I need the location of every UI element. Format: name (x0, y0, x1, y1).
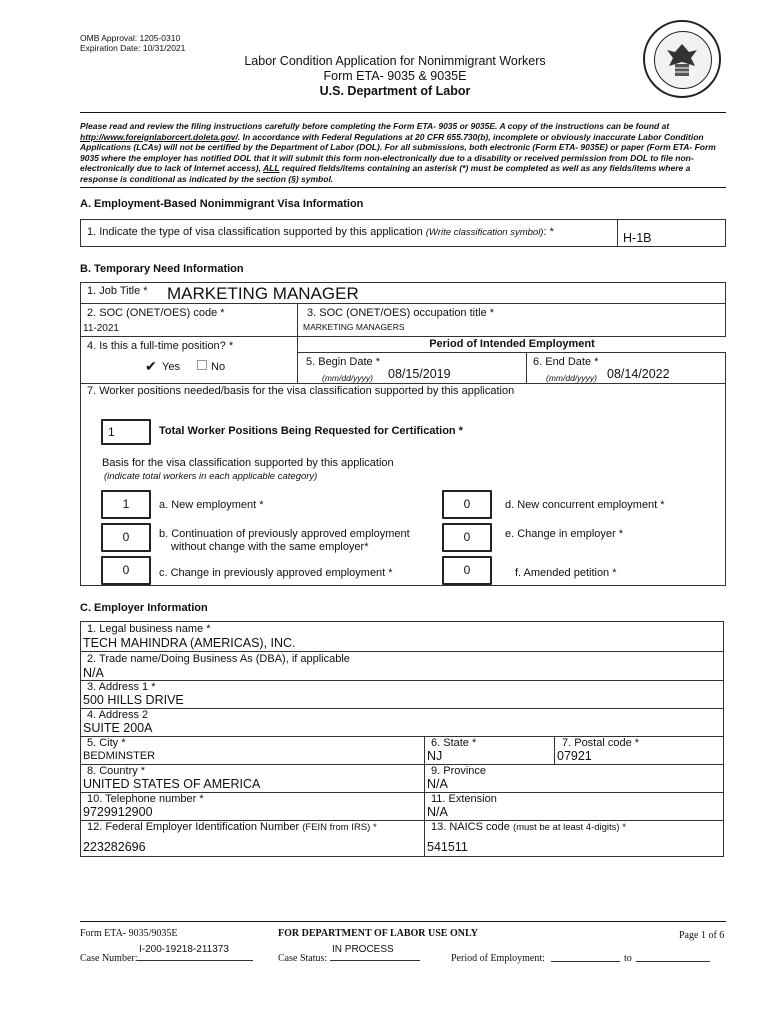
total-workers-field[interactable]: 1 (101, 419, 151, 445)
country-field[interactable]: UNITED STATES OF AMERICA (83, 777, 261, 791)
address1-field[interactable]: 500 HILLS DRIVE (83, 693, 184, 707)
full-time-label: 4. Is this a full-time position? * (87, 340, 234, 352)
job-title-label: 1. Job Title * (87, 285, 148, 297)
end-date-label: 6. End Date * (533, 356, 599, 368)
basis-label: Basis for the visa classification supported by this application (102, 457, 394, 469)
naics-label: 13. NAICS code (must be at least 4-digits) * (431, 821, 626, 833)
title-line-2: Form ETA- 9035 & 9035E (323, 69, 467, 83)
legal-name-label: 1. Legal business name * (87, 623, 211, 635)
state-label: 6. State * (431, 737, 477, 749)
case-status-field[interactable] (330, 944, 420, 961)
country-label: 8. Country * (87, 765, 146, 777)
section-a-title: A. Employment-Based Nonimmigrant Visa Information (80, 198, 364, 210)
postal-code-label: 7. Postal code * (562, 737, 640, 749)
visa-type-label: 1. Indicate the type of visa classification supported by this application (Write classification symbol): * (87, 226, 554, 238)
row-rule (80, 764, 724, 765)
legal-name-field[interactable]: TECH MAHINDRA (AMERICAS), INC. (83, 636, 296, 650)
case-status-label: Case Status: (278, 953, 328, 964)
col-divider (424, 736, 425, 857)
concurrent-employment-field[interactable]: 0 (442, 490, 492, 519)
case-number-field[interactable] (137, 944, 253, 961)
change-approved-label: c. Change in previously approved employment * (159, 567, 393, 579)
city-label: 5. City * (87, 737, 126, 749)
visa-divider (617, 219, 618, 247)
city-field[interactable]: BEDMINSTER (83, 750, 156, 762)
title-line-1: Labor Condition Application for Nonimmigrant Workers (244, 54, 546, 68)
soc-code-field[interactable]: 11-2021 (83, 323, 119, 334)
address1-label: 3. Address 1 * (87, 681, 156, 693)
postal-code-field[interactable]: 07921 (557, 749, 592, 763)
new-employment-label: a. New employment * (159, 499, 264, 511)
job-title-field[interactable]: MARKETING MANAGER (167, 284, 359, 303)
form-title (190, 54, 600, 99)
footer-rule (80, 921, 726, 922)
case-number-label: Case Number: (80, 953, 138, 964)
fein-label: 12. Federal Employer Identification Number (FEIN from IRS) * (87, 821, 377, 833)
instructions-link[interactable]: http://www.foreignlaborcert.doleta.gov/ (80, 131, 238, 142)
instructions: Please read and review the filing instructions carefully before completing the Form ETA- 9035 or 9035E. A copy of the instructions can be found at http://www.foreignlaborcert.doleta.gov/. In accordance with Federal Regulations at 20 CFR 655.730(b), incomplete or obviously inaccurate Labor Condition Applications (LCAs) will not be certified by the Department of Labor (DOL). For all submissions, both electronic (Form ETA- 9035E) or paper (Form ETA- Form 9035 where the employer has notified DOL that it will submit this form non-electronically due to a disability or received permission from DOL to file non-electronically due to lack of Internet access), ALL required fields/items containing an asterisk (*) must be completed as well as any fields/items where a response is conditional as indicated by the section (§) symbol. (80, 121, 716, 184)
telephone-field[interactable]: 9729912900 (83, 805, 153, 819)
change-employer-field[interactable]: 0 (442, 523, 492, 552)
address2-label: 4. Address 2 (87, 709, 149, 721)
visa-type-field[interactable]: H-1B (623, 231, 652, 245)
extension-field[interactable]: N/A (427, 805, 448, 819)
expiration-date: Expiration Date: 10/31/2021 (80, 43, 186, 53)
total-workers-label: Total Worker Positions Being Requested for Certification * (159, 425, 463, 437)
state-field[interactable]: NJ (427, 749, 443, 763)
dol-seal-icon (643, 20, 721, 98)
q7-label: 7. Worker positions needed/basis for the visa classification supported by this application (87, 385, 515, 397)
change-approved-field[interactable]: 0 (101, 556, 151, 585)
continuation-label-1: b. Continuation of previously approved employment (159, 528, 410, 540)
instructions-rule (80, 187, 726, 188)
end-date-hint: (mm/dd/yyyy) (546, 373, 597, 383)
section-b-title: B. Temporary Need Information (80, 263, 244, 275)
row-rule (80, 708, 724, 709)
begin-date-hint: (mm/dd/yyyy) (322, 373, 373, 383)
yes-checkbox[interactable]: ✔ (145, 358, 157, 374)
begin-date-label: 5. Begin Date * (306, 356, 380, 368)
extension-label: 11. Extension (431, 793, 497, 805)
amended-petition-label: f. Amended petition * (515, 567, 617, 579)
period-end-field[interactable] (636, 950, 710, 962)
section-c-title: C. Employer Information (80, 602, 208, 614)
naics-field[interactable]: 541511 (427, 840, 468, 854)
dba-field[interactable]: N/A (83, 666, 104, 680)
page-number: Page 1 of 6 (679, 930, 725, 941)
period-to-label: to (624, 953, 632, 964)
period-header (298, 337, 726, 352)
period-start-field[interactable] (551, 950, 620, 962)
end-date-field[interactable]: 08/14/2022 (607, 367, 670, 381)
col-divider-2 (554, 736, 555, 764)
case-status-value: IN PROCESS (332, 944, 394, 955)
change-employer-label: e. Change in employer * (505, 528, 624, 540)
row-rule (80, 383, 726, 384)
row-rule (297, 352, 726, 353)
date-divider (526, 352, 527, 383)
begin-date-field[interactable]: 08/15/2019 (388, 367, 451, 381)
period-employment-label: Period of Employment: (451, 953, 545, 964)
soc-code-label: 2. SOC (ONET/OES) code * (87, 307, 225, 319)
dol-use-only: FOR DEPARTMENT OF LABOR USE ONLY (278, 928, 478, 939)
continuation-field[interactable]: 0 (101, 523, 151, 552)
row-rule (80, 651, 724, 652)
period-label: Period of Intended Employment (429, 338, 595, 350)
telephone-label: 10. Telephone number * (87, 793, 204, 805)
row-rule (80, 680, 724, 681)
province-label: 9. Province (431, 765, 487, 777)
title-line-3: U.S. Department of Labor (319, 84, 471, 98)
row-rule (80, 303, 726, 304)
soc-title-field[interactable]: MARKETING MANAGERS (303, 322, 405, 332)
yes-label: Yes (162, 361, 180, 373)
new-employment-field[interactable]: 1 (101, 490, 151, 519)
form-id: Form ETA- 9035/9035E (80, 928, 178, 939)
concurrent-employment-label: d. New concurrent employment * (505, 499, 665, 511)
no-label: No (211, 361, 226, 373)
case-number-value: I-200-19218-211373 (139, 944, 229, 955)
omb-approval: OMB Approval: 1205-0310 (80, 33, 181, 43)
fein-field[interactable]: 223282696 (83, 840, 146, 854)
province-field[interactable]: N/A (427, 777, 448, 791)
dba-label: 2. Trade name/Doing Business As (DBA), if applicable (87, 653, 350, 665)
no-checkbox[interactable] (197, 360, 207, 370)
header-rule (80, 112, 726, 113)
address2-field[interactable]: SUITE 200A (83, 721, 153, 735)
amended-petition-field[interactable]: 0 (442, 556, 492, 585)
soc-title-label: 3. SOC (ONET/OES) occupation title * (307, 307, 495, 319)
continuation-label-2: without change with the same employer* (171, 541, 369, 553)
basis-hint: (indicate total workers in each applicable category) (104, 471, 318, 482)
